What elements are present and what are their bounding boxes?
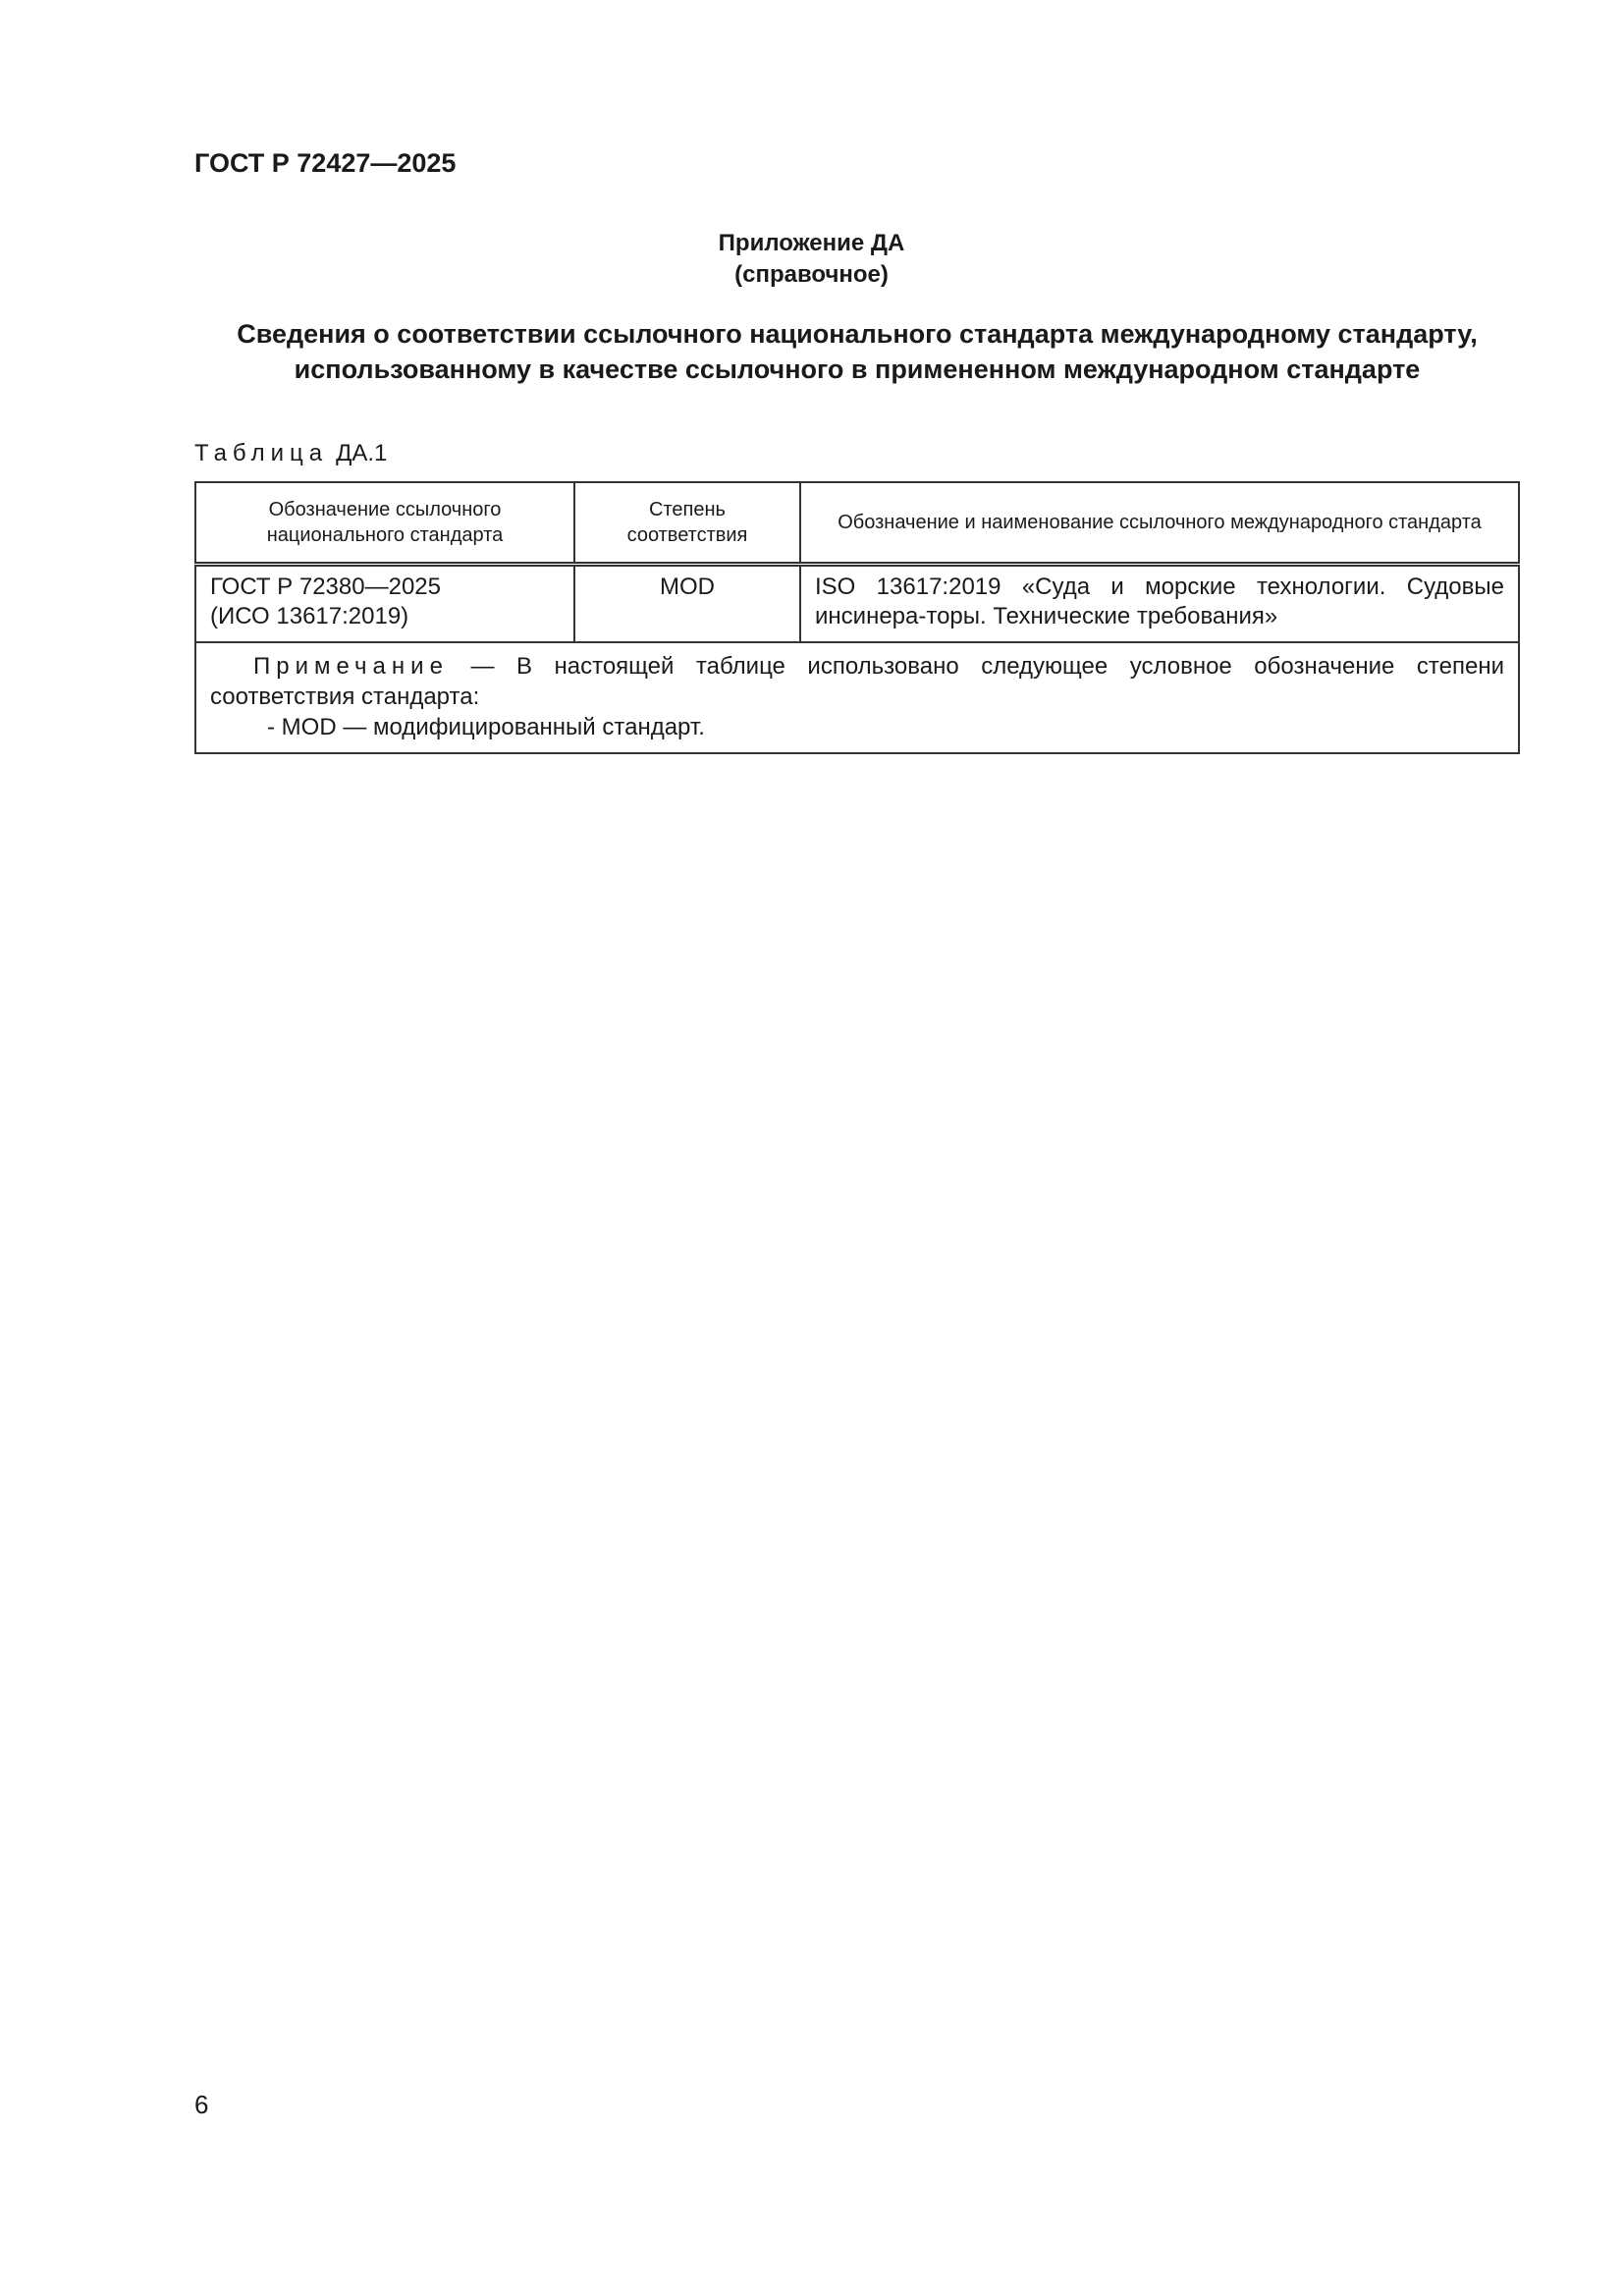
- appendix-title-line2: использованному в качестве ссылочного в примененном международном стандарте: [294, 355, 1421, 384]
- appendix-label: Приложение ДА: [718, 230, 905, 256]
- national-standard-code: ГОСТ Р 72380—2025: [210, 574, 441, 600]
- table-caption: [194, 439, 387, 468]
- appendix-title-line1: Сведения о соответствии ссылочного национального стандарта международному стандарту,: [237, 319, 1478, 349]
- note-text: — В настоящей таблице использовано следующее условное обозначение степени соответствия стандарта:: [210, 653, 1504, 710]
- header-national-standard: Обозначение ссылочного национального стандарта: [195, 482, 574, 565]
- cell-degree: MOD: [574, 565, 800, 643]
- appendix-heading: [0, 228, 1623, 291]
- cell-international-standard: ISO 13617:2019 «Суда и морские технологии. Судовые инсинера-торы. Технические требования»: [800, 565, 1519, 643]
- table-caption-word: Таблица: [194, 440, 329, 466]
- national-standard-iso-ref: (ИСО 13617:2019): [210, 603, 409, 629]
- table-note: [195, 642, 1519, 753]
- table-row: [195, 565, 1519, 643]
- appendix-type: (справочное): [734, 261, 889, 288]
- appendix-title: [194, 316, 1520, 387]
- note-item: - MOD — модифицированный стандарт.: [267, 714, 705, 740]
- note-label: Примечание: [253, 653, 449, 680]
- document-code: ГОСТ Р 72427—2025: [194, 148, 457, 178]
- table-header-row: [195, 482, 1519, 565]
- header-international-standard: Обозначение и наименование ссылочного международного стандарта: [800, 482, 1519, 565]
- table-caption-number: ДА.1: [336, 440, 388, 466]
- header-degree: Степень соответствия: [574, 482, 800, 565]
- reference-table: [194, 481, 1520, 754]
- cell-national-standard: [195, 565, 574, 643]
- page-number: 6: [194, 2090, 209, 2119]
- table-note-row: [195, 642, 1519, 753]
